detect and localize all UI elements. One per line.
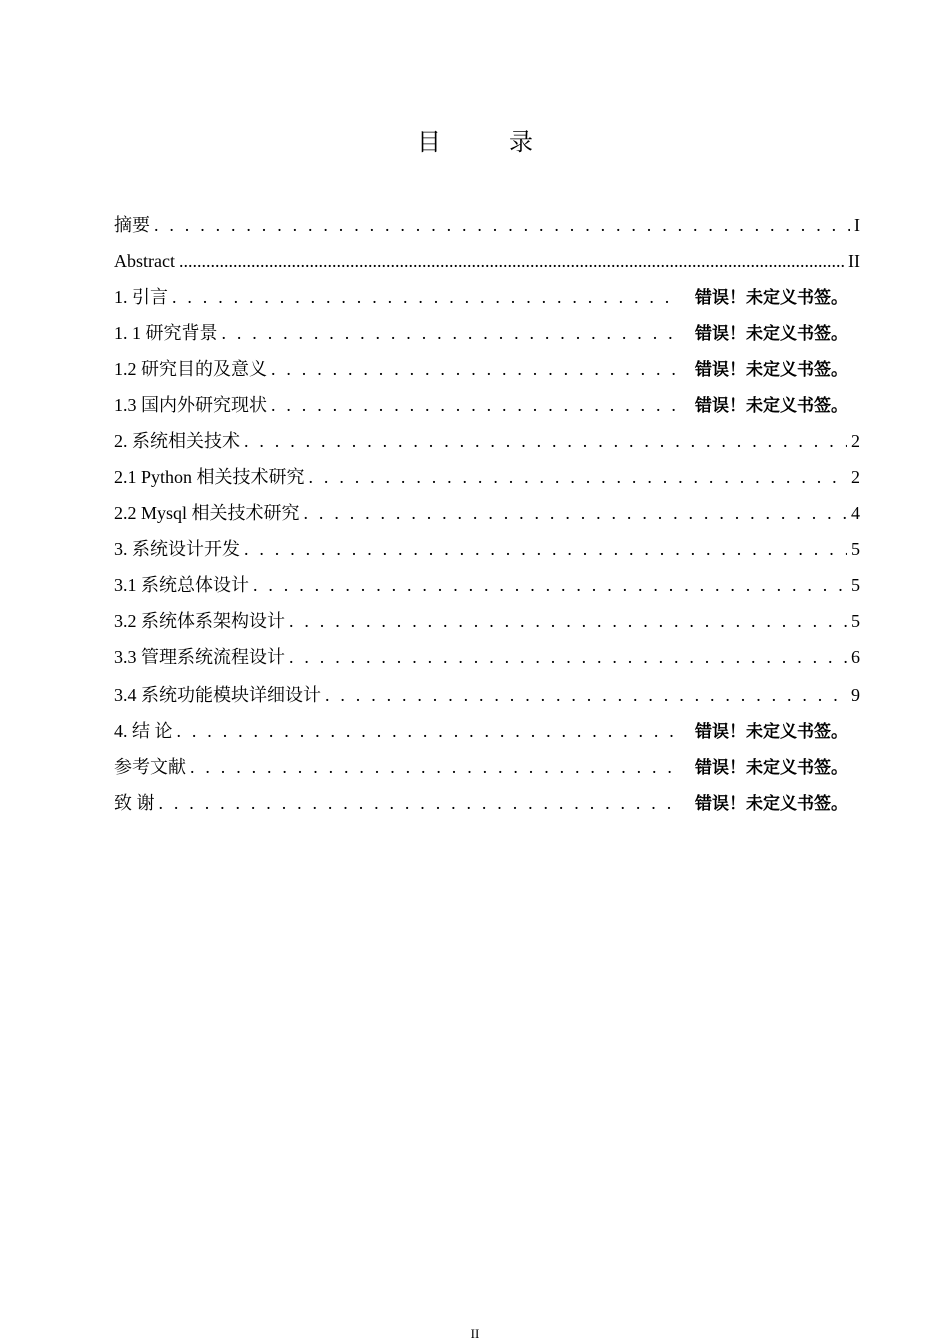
- leader-dots: [309, 459, 847, 495]
- toc-entry-conclusion[interactable]: [114, 713, 860, 749]
- toc-entry-page: 5: [851, 611, 860, 631]
- toc-entry-label: 2. 系统相关技术: [114, 431, 240, 451]
- page-title: 目 录: [417, 128, 555, 156]
- leader-dots: [190, 749, 681, 785]
- toc-entry-page-error: 错误！未定义书签。: [695, 794, 848, 814]
- toc-entry-acknowledgements[interactable]: [114, 785, 860, 821]
- toc-entry-label: 2.2 Mysql 相关技术研究: [114, 503, 300, 523]
- toc-entry-page: 5: [851, 539, 860, 559]
- toc-entry-page-error: 错误！未定义书签。: [695, 288, 848, 308]
- leader-dots: [154, 207, 850, 243]
- toc-entry-introduction[interactable]: [114, 279, 860, 315]
- leader-dots: [271, 351, 681, 387]
- leader-dots: [325, 677, 847, 713]
- toc-entry-page: I: [854, 215, 860, 235]
- toc-entry-page: 5: [851, 575, 860, 595]
- leader-dots: [253, 567, 847, 603]
- footer-page-number: II: [470, 1326, 480, 1341]
- toc-entry-label: 3.4 系统功能模块详细设计: [114, 685, 321, 705]
- toc-entry-label: 致 谢: [114, 793, 155, 813]
- toc-entry-1-2[interactable]: [114, 351, 860, 387]
- leader-dots: [179, 243, 846, 279]
- toc-entry-references[interactable]: [114, 749, 860, 785]
- toc-entry-page-error: 错误！未定义书签。: [695, 324, 848, 344]
- toc-entry-label: 3.1 系统总体设计: [114, 575, 249, 595]
- toc-entry-3-4[interactable]: [114, 677, 860, 713]
- leader-dots: [289, 603, 847, 639]
- toc-entry-label: 摘要: [114, 215, 150, 235]
- toc-entry-page-error: 错误！未定义书签。: [695, 758, 848, 778]
- leader-dots: [177, 713, 682, 749]
- toc-entry-label: 3. 系统设计开发: [114, 539, 240, 559]
- toc-entry-page: II: [848, 251, 860, 271]
- toc-entry-2-2[interactable]: [114, 495, 860, 531]
- toc-entry-label: 1.2 研究目的及意义: [114, 359, 267, 379]
- toc-entry-label: 1. 引言: [114, 287, 168, 307]
- leader-dots: [271, 387, 681, 423]
- toc-entry-1-3[interactable]: [114, 387, 860, 423]
- leader-dots: [304, 495, 847, 531]
- leader-dots: [222, 315, 682, 351]
- toc-entry-label: 2.1 Python 相关技术研究: [114, 467, 305, 487]
- toc-entry-label: 1. 1 研究背景: [114, 323, 218, 343]
- leader-dots: [244, 531, 847, 567]
- toc-entry-abstract-cn[interactable]: [114, 207, 860, 243]
- toc-entry-page: 6: [851, 647, 860, 667]
- leader-dots: [159, 785, 682, 821]
- toc-entry-page: 4: [851, 503, 860, 523]
- toc-entry-page: 9: [851, 685, 860, 705]
- toc-entry-label: 4. 结 论: [114, 721, 173, 741]
- toc-entry-3[interactable]: [114, 531, 860, 567]
- toc-entry-label: 参考文献: [114, 757, 186, 777]
- toc-entry-page: 2: [851, 467, 860, 487]
- leader-dots: [172, 279, 681, 315]
- toc-entry-page: 2: [851, 431, 860, 451]
- toc-entry-abstract-en[interactable]: [114, 243, 860, 279]
- toc-entry-label: Abstract: [114, 251, 175, 271]
- toc-entry-page-error: 错误！未定义书签。: [695, 722, 848, 742]
- toc-entry-label: 3.3 管理系统流程设计: [114, 647, 285, 667]
- toc-entry-page-error: 错误！未定义书签。: [695, 360, 848, 380]
- toc-entry-3-3[interactable]: [114, 639, 860, 675]
- toc-entry-label: 1.3 国内外研究现状: [114, 395, 267, 415]
- leader-dots: [244, 423, 847, 459]
- leader-dots: [289, 639, 847, 675]
- toc-entry-2[interactable]: [114, 423, 860, 459]
- toc-entry-1-1[interactable]: [114, 315, 860, 351]
- table-of-contents: [114, 207, 860, 821]
- toc-entry-3-2[interactable]: [114, 603, 860, 639]
- toc-entry-2-1[interactable]: [114, 459, 860, 495]
- toc-entry-3-1[interactable]: [114, 567, 860, 603]
- toc-entry-page-error: 错误！未定义书签。: [695, 396, 848, 416]
- toc-entry-label: 3.2 系统体系架构设计: [114, 611, 285, 631]
